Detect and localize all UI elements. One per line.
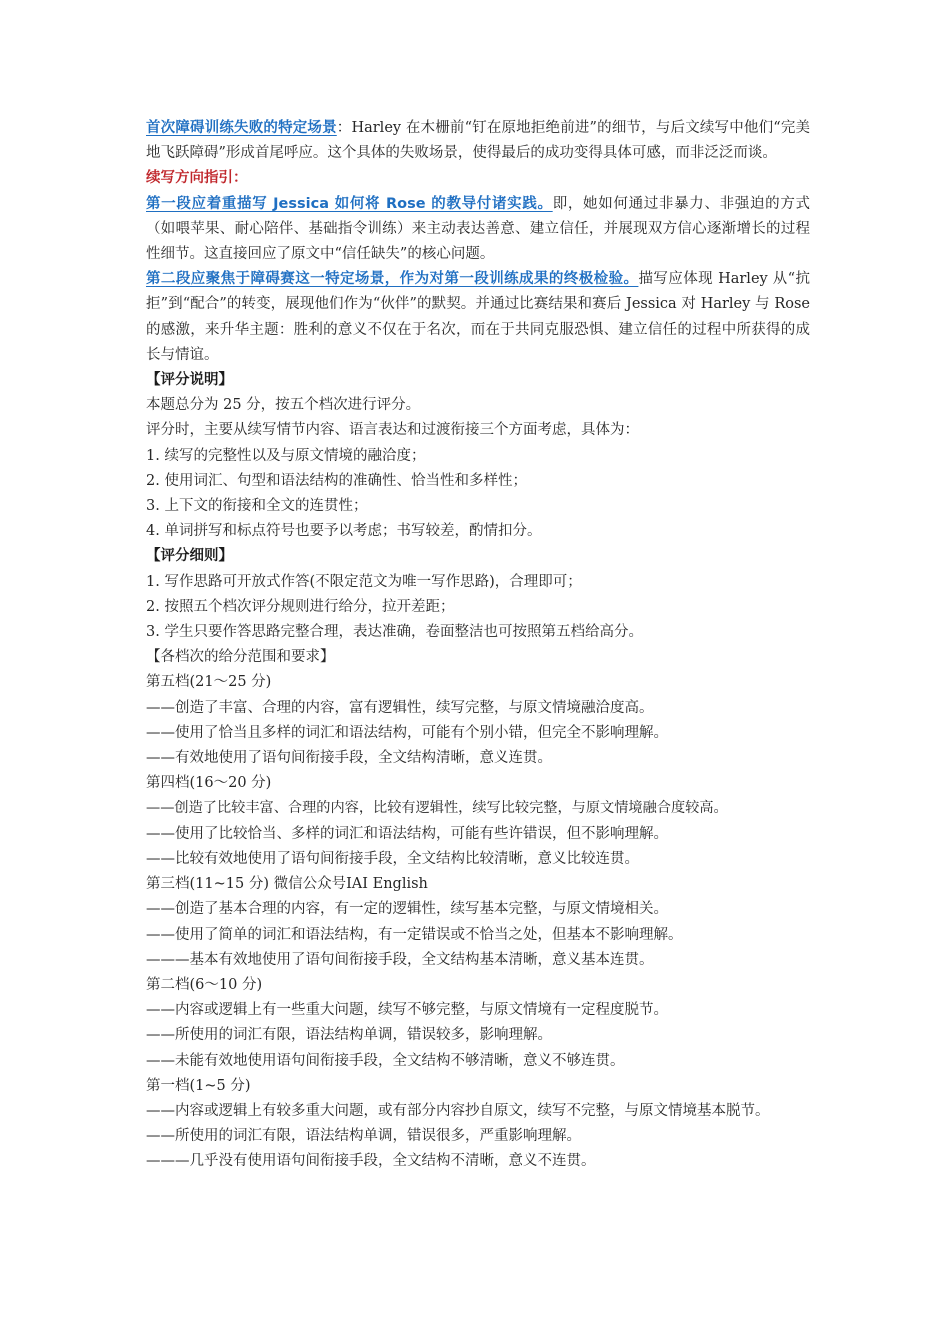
scoring-item: 1. 续写的完整性以及与原文情境的融洽度； bbox=[146, 447, 426, 464]
level-title-1: 第一档(1~5 分) bbox=[146, 1077, 251, 1094]
direction-p2-lead: 第二段应聚焦于障碍赛这一特定场景，作为对第一段训练成果的终极检验。 bbox=[146, 271, 639, 288]
scoring-item: 3. 上下文的衔接和全文的连贯性； bbox=[146, 498, 368, 515]
para1-lead: 首次障碍训练失败的特定场景 bbox=[146, 120, 337, 136]
rules-item: 3. 学生只要作答思路完整合理，表达准确，卷面整洁也可按照第五档给高分。 bbox=[146, 624, 643, 641]
level-line: ——创造了比较丰富、合理的内容，比较有逻辑性，续写比较完整，与原文情境融合度较高。 bbox=[146, 800, 728, 817]
para1-rest: ：Harley 在木栅前“钉在原地拒绝前进”的细节，与后文续写中他们“完美地飞跃障碍”形成首尾呼应。这个具体的失败场景，使得最后的成功变得具体可感，而非泛泛而谈。 bbox=[146, 120, 811, 162]
level-line: ——使用了简单的词汇和语法结构，有一定错误或不恰当之处，但基本不影响理解。 bbox=[146, 926, 683, 943]
scoring-heading: 【评分说明】 bbox=[146, 372, 233, 389]
paragraph-first-failure bbox=[146, 116, 810, 166]
level-line: ——所使用的词汇有限，语法结构单调，错误较多，影响理解。 bbox=[146, 1027, 552, 1044]
scoring-item: 4. 单词拼写和标点符号也要予以考虑；书写较差，酌情扣分。 bbox=[146, 523, 542, 540]
direction-p1-lead: 第一段应着重描写 Jessica 如何将 Rose 的教导付诸实践。 bbox=[146, 195, 553, 212]
level-line: ——使用了恰当且多样的词汇和语法结构，可能有个别小错，但完全不影响理解。 bbox=[146, 724, 668, 741]
level-line: ——有效地使用了语句间衔接手段，全文结构清晰，意义连贯。 bbox=[146, 750, 552, 767]
level-line: ——比较有效地使用了语句间衔接手段，全文结构比较清晰，意义比较连贯。 bbox=[146, 850, 639, 867]
direction-paragraph-1 bbox=[146, 192, 810, 268]
level-title-4: 第四档(16～20 分) bbox=[146, 775, 272, 792]
rules-heading: 【评分细则】 bbox=[146, 548, 233, 565]
level-line: ——所使用的词汇有限，语法结构单调，错误很多，严重影响理解。 bbox=[146, 1128, 581, 1145]
document-page bbox=[146, 116, 810, 1175]
level-line: ——内容或逻辑上有较多重大问题，或有部分内容抄自原文，续写不完整，与原文情境基本脱节。 bbox=[146, 1102, 770, 1119]
rules-item: 1. 写作思路可开放式作答(不限定范文为唯一写作思路)，合理即可； bbox=[146, 573, 582, 590]
level-line: ——内容或逻辑上有一些重大问题，续写不够完整，与原文情境有一定程度脱节。 bbox=[146, 1002, 668, 1019]
level-title-5: 第五档(21～25 分) bbox=[146, 674, 272, 691]
scoring-line-2: 评分时，主要从续写情节内容、语言表达和过渡衔接三个方面考虑，具体为： bbox=[146, 422, 639, 439]
level-line: ——使用了比较恰当、多样的词汇和语法结构，可能有些许错误，但不影响理解。 bbox=[146, 825, 668, 842]
scoring-item: 2. 使用词汇、句型和语法结构的准确性、恰当性和多样性； bbox=[146, 472, 527, 489]
level-title-2: 第二档(6～10 分) bbox=[146, 976, 263, 993]
levels-heading: 【各档次的给分范围和要求】 bbox=[146, 649, 335, 666]
scoring-line-1: 本题总分为 25 分，按五个档次进行评分。 bbox=[146, 397, 421, 414]
direction-heading: 续写方向指引： bbox=[146, 170, 248, 187]
direction-paragraph-2 bbox=[146, 267, 810, 368]
level-line: ———几乎没有使用语句间衔接手段，全文结构不清晰，意义不连贯。 bbox=[146, 1153, 596, 1170]
level-line: ——创造了丰富、合理的内容，富有逻辑性，续写完整，与原文情境融洽度高。 bbox=[146, 699, 654, 716]
direction-p1-rest: 即，她如何通过非暴力、非强迫的方式（如喂苹果、耐心陪伴、基础指令训练）来主动表达善意、建立信任，并展现双方信心逐渐增长的过程性细节。这直接回应了原文中“信任缺失”的核心问题。 bbox=[146, 195, 811, 263]
level-line: ———基本有效地使用了语句间衔接手段，全文结构基本清晰，意义基本连贯。 bbox=[146, 951, 654, 968]
rules-item: 2. 按照五个档次评分规则进行给分，拉开差距； bbox=[146, 598, 455, 615]
direction-p2-rest: 描写应体现 Harley 从“抗拒”到“配合”的转变，展现他们作为“伙伴”的默契。并通过比赛结果和赛后 Jessica 对 Harley 与 Rose 的感激，来升华主题：胜利的意义不仅在于名次，而在于共同克服恐惧、建立信任的过程中所获得的成长与情谊。 bbox=[146, 271, 810, 363]
level-line: ——未能有效地使用语句间衔接手段，全文结构不够清晰，意义不够连贯。 bbox=[146, 1052, 625, 1069]
level-title-3: 第三档(11~15 分) 微信公众号IAI English bbox=[146, 876, 428, 893]
level-line: ——创造了基本合理的内容，有一定的逻辑性，续写基本完整，与原文情境相关。 bbox=[146, 901, 668, 918]
